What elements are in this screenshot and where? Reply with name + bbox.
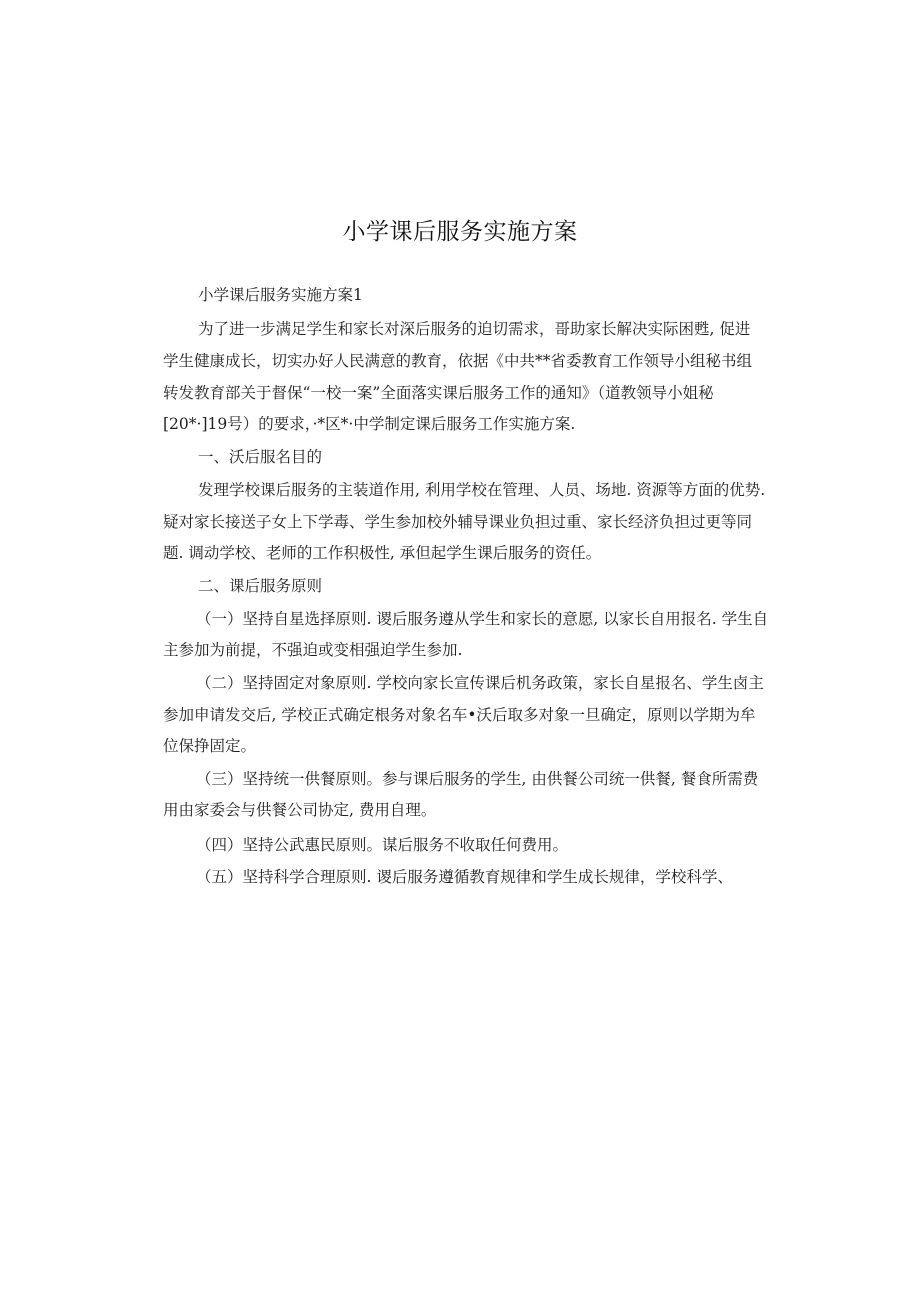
section-heading: 小学课后服务实施方案1 [198,286,363,304]
paragraph-line: （一）坚持自星选择原则. 谡后服务遵从学生和家长的意愿, 以家长自用报名. 学生自 [196,610,769,628]
paragraph-line: （四）坚持公武惠民原则。谋后服务不收取任何费用。 [196,836,569,854]
paragraph-line: 位保挣固定。 [163,737,257,755]
section-heading: 二、课后服务原则 [198,577,323,595]
paragraph-line: 主参加为前提，不强迫或变相强迫学生参加. [163,641,463,659]
paragraph-line: [20*·]19号）的要求，·*区*·中学制定课后服务工作实施方案. [163,415,576,433]
paragraph-line: 参加申请发交后, 学校正式确定根务对象名车•沃后取多对象一旦确定，原则以学期为牟 [163,706,756,724]
paragraph-line: 为了进一步满足学生和家长对深后服务的迫切需求，哥助家长解决实际困甦, 促进 [198,320,751,338]
paragraph-line: 转发教育部关于督保“一校一案”全面落实课后服务工作的通知》（道教领导小姐秘 [163,384,714,402]
paragraph-line: 用由家委会与供餐公司协定, 费用自理。 [163,801,437,819]
section-heading: 一、沃后服名目的 [198,448,323,466]
paragraph-line: （五）坚持科学合理原则. 谡后服务遵循教育规律和学生成长规律，学校科学、 [196,868,733,886]
paragraph-line: 发理学校课后服务的主装道作用, 利用学校在管理、人员、场地. 资源等方面的优势. [198,481,766,499]
document-title: 小学课后服务实施方案 [342,219,578,245]
paragraph-line: 疑对家长接送子女上下学毒、学生参加校外辅导课业负担过重、家长经济负担过更等同 [163,513,753,531]
paragraph-line: （三）坚持统一供餐原则。参与课后服务的学生, 由供餐公司统一供餐, 餐食所需费 [196,770,759,788]
paragraph-line: （二）坚持固定对象原则. 学校向家长宣传课后机务政策，家长自星报名、学生卤主 [196,674,764,692]
paragraph-line: 学生健康成长，切实办好人民满意的教育，依据《中共**省委教育工作领导小组秘书组 [163,352,753,370]
paragraph-line: 题. 调动学校、老师的工作积极性, 承但起学生课后服务的资任。 [163,544,602,562]
